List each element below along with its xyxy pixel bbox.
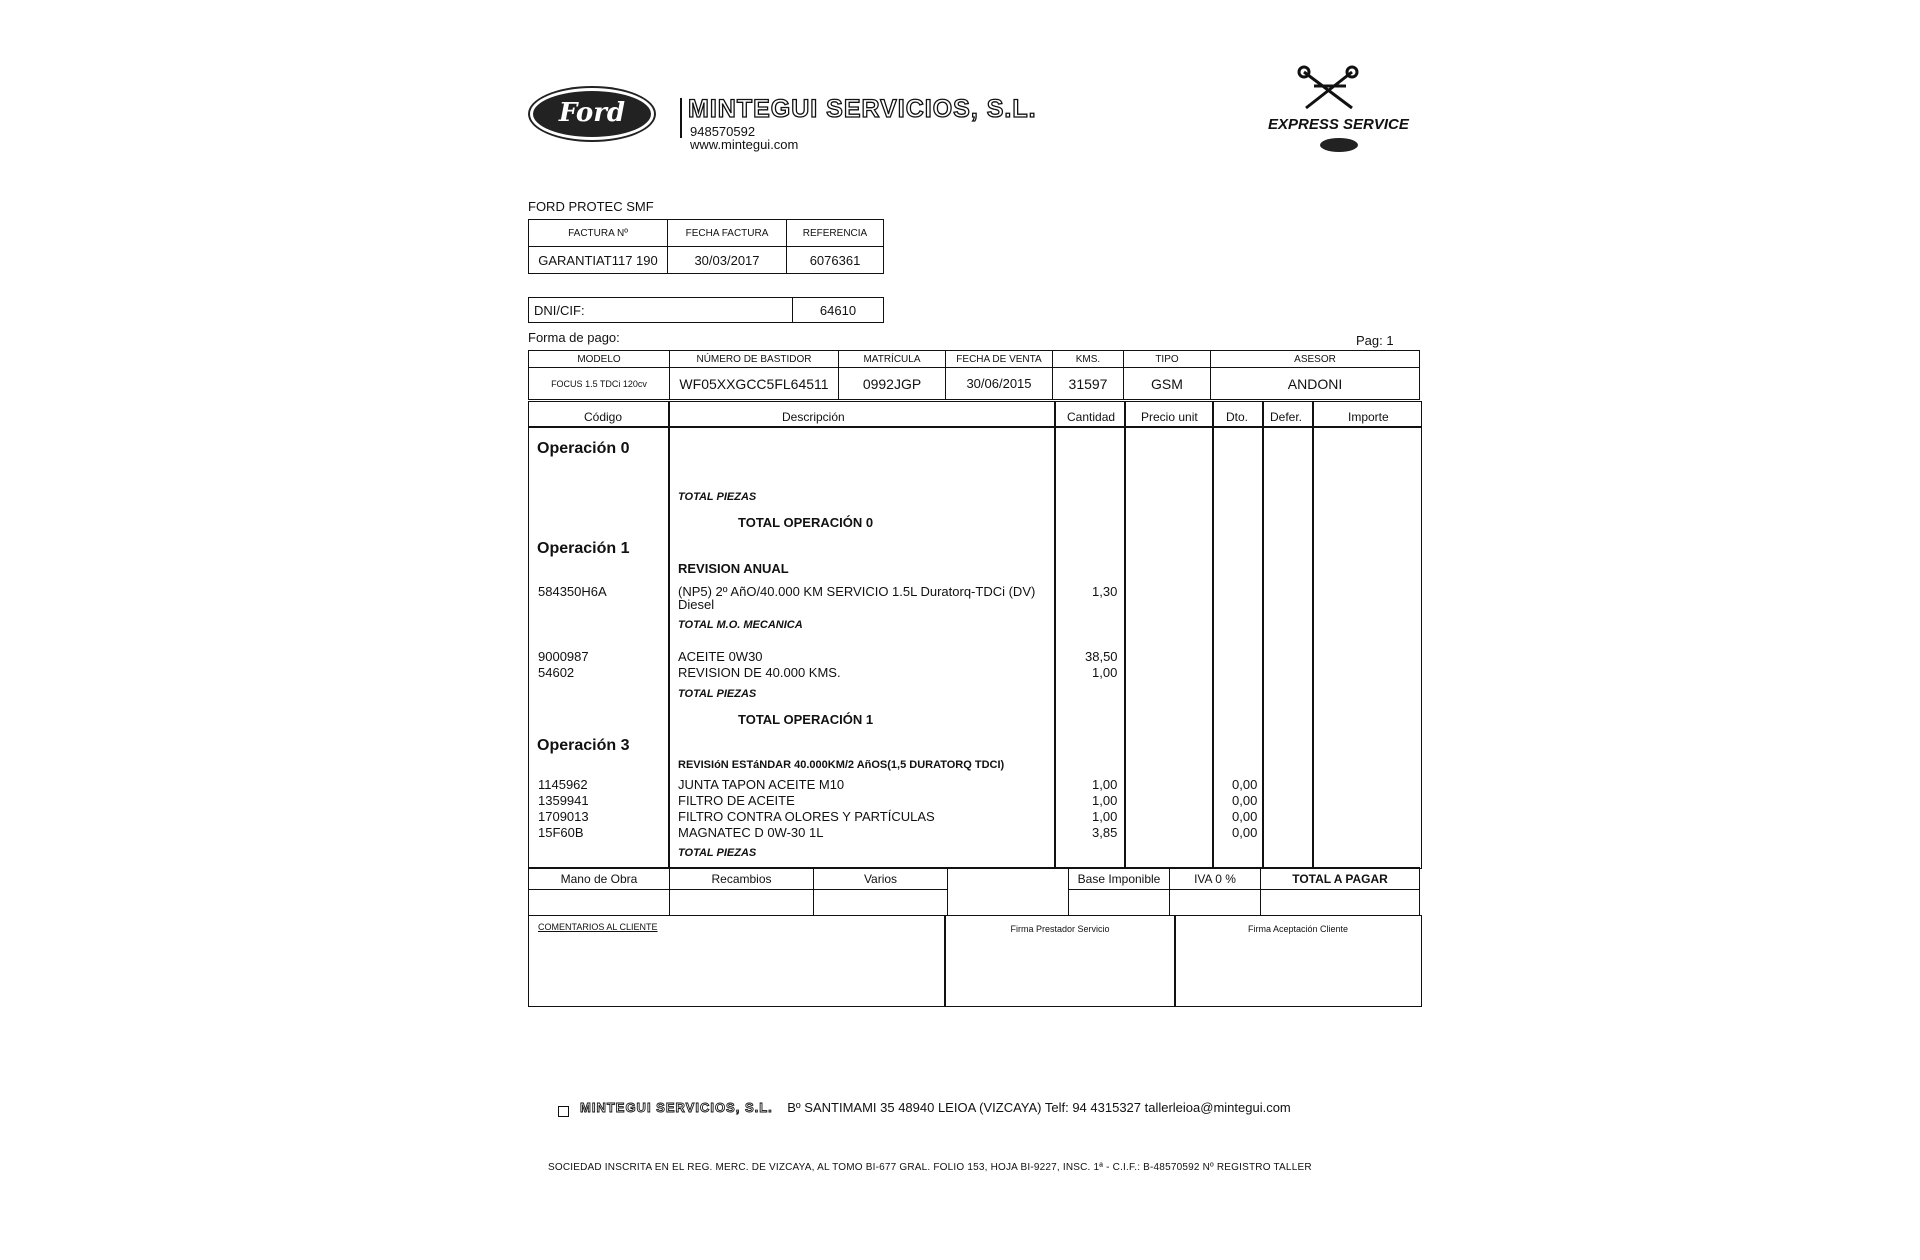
- ford-logo: Ford: [530, 88, 654, 140]
- labor-description-2: Diesel: [678, 597, 715, 612]
- company-phone: 948570592: [690, 124, 756, 139]
- model-header: MODELO: [529, 351, 670, 368]
- reference-value: 6076361: [787, 247, 884, 274]
- company-divider: [680, 98, 682, 138]
- part-code: 54602: [538, 665, 575, 680]
- labor-total-label: Mano de Obra: [529, 868, 670, 890]
- part-description: FILTRO CONTRA OLORES Y PARTÍCULAS: [678, 809, 935, 824]
- vat-label: IVA 0 %: [1170, 868, 1261, 890]
- part-code: 9000987: [538, 649, 589, 664]
- wrench-icon: [1296, 64, 1364, 114]
- description-column-header: Descripción: [782, 410, 845, 424]
- company-name: MINTEGUI SERVICIOS, S.L.: [688, 95, 1037, 123]
- part-qty: 1,00: [1092, 793, 1118, 808]
- footer-legal-text: SOCIEDAD INSCRITA EN EL REG. MERC. DE VIZCAYA, AL TOMO BI-677 GRAL. FOLIO 153, HOJA BI-9227, INSC. 1ª - C.I.F.: B-48570592 Nº REGISTRO TALLER: [548, 1162, 1312, 1173]
- total-to-pay-label: TOTAL A PAGAR: [1261, 868, 1420, 890]
- operation-3-title: Operación 3: [537, 737, 630, 754]
- part-code: 1709013: [538, 809, 589, 824]
- plate-header: MATRÍCULA: [839, 351, 946, 368]
- amount-column-header: Importe: [1348, 410, 1389, 424]
- vin-header: NÚMERO DE BASTIDOR: [670, 351, 839, 368]
- total-to-pay-value: [1261, 890, 1420, 916]
- dni-value: 64610: [793, 298, 884, 323]
- labor-qty: 1,30: [1092, 584, 1118, 599]
- vat-value: [1170, 890, 1261, 916]
- provider-signature-label: Firma Prestador Servicio: [1010, 924, 1110, 934]
- kms-header: KMS.: [1053, 351, 1124, 368]
- reference-header: REFERENCIA: [787, 220, 884, 247]
- invoice-number: GARANTIAT117 190: [529, 247, 668, 274]
- footer-address: Bº SANTIMAMI 35 48940 LEIOA (VIZCAYA) Telf: 94 4315327 tallerleioa@mintegui.com: [787, 1100, 1291, 1115]
- items-area: [528, 401, 1422, 869]
- part-qty: 1,00: [1092, 809, 1118, 824]
- op1-total-parts: TOTAL PIEZAS: [678, 688, 757, 700]
- quantity-column-header: Cantidad: [1067, 410, 1116, 424]
- operation-0-title: Operación 0: [537, 440, 630, 457]
- vin-value: WF05XXGCC5FL64511: [670, 368, 839, 400]
- part-description: ACEITE 0W30: [678, 649, 763, 664]
- sale-date-header: FECHA DE VENTA: [946, 351, 1053, 368]
- checkbox-square: [558, 1106, 569, 1117]
- dni-label: DNI/CIF:: [529, 298, 793, 323]
- discount-column-header: Dto.: [1226, 410, 1249, 424]
- op0-total-operation: TOTAL OPERACIÓN 0: [738, 515, 874, 530]
- op3-total-parts: TOTAL PIEZAS: [678, 847, 757, 859]
- code-column-header: Código: [584, 410, 623, 424]
- labor-code: 584350H6A: [538, 584, 607, 599]
- op1-heading: REVISION ANUAL: [678, 561, 789, 576]
- part-code: 1145962: [538, 777, 588, 792]
- column-header-divider: [528, 426, 1422, 428]
- client-signature-label: Firma Aceptación Cliente: [1247, 924, 1349, 934]
- totals-blank-cell: [948, 868, 1069, 890]
- advisor-header: ASESOR: [1211, 351, 1420, 368]
- payment-label: Forma de pago:: [528, 330, 620, 345]
- kms-value: 31597: [1053, 368, 1124, 400]
- part-discount: 0,00: [1232, 809, 1258, 824]
- invoice-number-header: FACTURA Nº: [529, 220, 668, 247]
- op1-total-labor: TOTAL M.O. MECANICA: [678, 619, 803, 631]
- plate-value: 0992JGP: [839, 368, 946, 400]
- invoice-date-header: FECHA FACTURA: [668, 220, 787, 247]
- parts-total-label: Recambios: [670, 868, 814, 890]
- document-title: FORD PROTEC SMF: [528, 199, 654, 214]
- unit-price-column-header: Precio unit: [1141, 410, 1198, 424]
- footer-company-name: MINTEGUI SERVICIOS, S.L.: [580, 1100, 773, 1115]
- op3-heading: REVISIóN ESTáNDAR 40.000KM/2 AñOS(1,5 DURATORQ TDCI): [678, 759, 1005, 771]
- type-header: TIPO: [1124, 351, 1211, 368]
- totals-blank-cell: [948, 890, 1069, 916]
- part-discount: 0,00: [1232, 793, 1258, 808]
- part-description: REVISION DE 40.000 KMS.: [678, 665, 841, 680]
- misc-total-value: [814, 890, 948, 916]
- vehicle-table: [528, 350, 1420, 400]
- part-code: 15F60B: [538, 825, 584, 840]
- model-value: FOCUS 1.5 TDCi 120cv: [529, 368, 670, 400]
- invoice-table: [528, 219, 884, 274]
- ford-mini-logo: [1320, 138, 1358, 152]
- sale-date-value: 30/06/2015: [946, 368, 1053, 400]
- tax-base-value: [1069, 890, 1170, 916]
- part-discount: 0,00: [1232, 825, 1258, 840]
- client-comments-label: COMENTARIOS AL CLIENTE: [538, 922, 658, 932]
- part-qty: 3,85: [1092, 825, 1118, 840]
- part-description: FILTRO DE ACEITE: [678, 793, 795, 808]
- labor-description: (NP5) 2º AñO/40.000 KM SERVICIO 1.5L Duratorq-TDCi (DV): [678, 584, 1036, 599]
- footer-contact: [580, 1100, 1291, 1115]
- part-qty: 1,00: [1092, 777, 1118, 792]
- tax-base-label: Base Imponible: [1069, 868, 1170, 890]
- part-code: 1359941: [538, 793, 589, 808]
- op0-total-parts: TOTAL PIEZAS: [678, 491, 757, 503]
- labor-total-value: [529, 890, 670, 916]
- part-description: JUNTA TAPON ACEITE M10: [678, 777, 845, 792]
- parts-total-value: [670, 890, 814, 916]
- express-service-label: EXPRESS SERVICE: [1268, 116, 1409, 133]
- dni-table: [528, 297, 884, 323]
- misc-total-label: Varios: [814, 868, 948, 890]
- advisor-value: ANDONI: [1211, 368, 1420, 400]
- deferred-column-header: Defer.: [1270, 410, 1303, 424]
- part-description: MAGNATEC D 0W-30 1L: [678, 825, 824, 840]
- op1-total-operation: TOTAL OPERACIÓN 1: [738, 712, 874, 727]
- page-number: Pag: 1: [1356, 333, 1394, 348]
- type-value: GSM: [1124, 368, 1211, 400]
- company-website: www.mintegui.com: [690, 137, 799, 152]
- invoice-date: 30/03/2017: [668, 247, 787, 274]
- operation-1-title: Operación 1: [537, 540, 630, 557]
- part-discount: 0,00: [1232, 777, 1258, 792]
- totals-table: [528, 867, 1420, 916]
- part-qty: 1,00: [1092, 665, 1118, 680]
- part-qty: 38,50: [1085, 649, 1118, 664]
